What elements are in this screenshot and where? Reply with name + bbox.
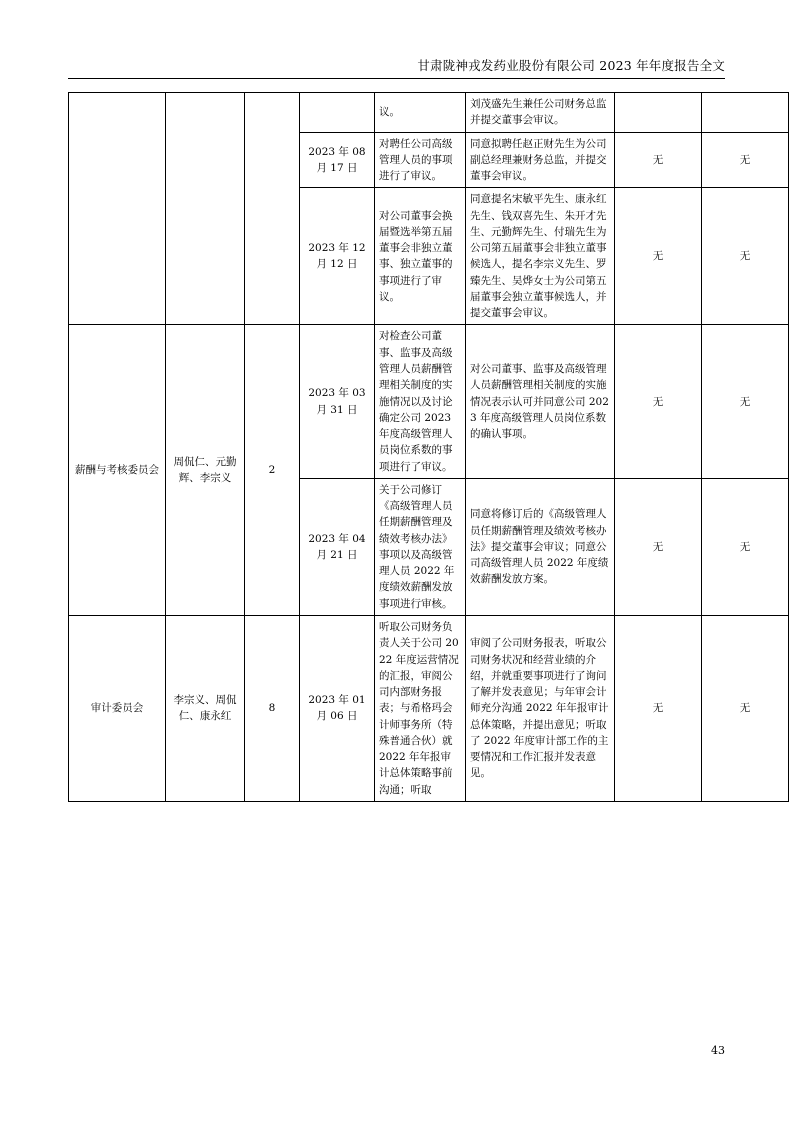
meeting-topic-cell: 对公司董事会换届暨选举第五届董事会非独立董事、独立董事的事项进行了审议。 xyxy=(375,188,466,325)
meeting-date-cell: 2023 年 03 月 31 日 xyxy=(300,325,375,478)
meeting-date-cell xyxy=(300,93,375,133)
committee-name-cell: 薪酬与考核委员会 xyxy=(69,325,166,616)
meeting-date-cell: 2023 年 01 月 06 日 xyxy=(300,615,375,801)
meeting-content-cell: 同意提名宋敏平先生、康永红先生、钱双喜先生、朱开才先生、元勤辉先生、付瑞先生为公司第五届董事会非独立董事候选人，提名李宗义先生、罗臻先生、吴烨女士为公司第五届董事会独立董事候选人，并提交董事会审议。 xyxy=(466,188,615,325)
meeting-topic-cell: 听取公司财务负责人关于公司 2022 年度运营情况的汇报，审阅公司内部财务报表；与希格玛会计师事务所（特殊普通合伙）就 2022 年年报审计总体策略事前沟通；听取 xyxy=(375,615,466,801)
meeting-content-cell: 对公司董事、监事及高级管理人员薪酬管理相关制度的实施情况表示认可并同意公司 2023 年度高级管理人员岗位系数的确认事项。 xyxy=(466,325,615,478)
header-divider xyxy=(68,78,725,79)
objection-cell: 无 xyxy=(615,132,702,188)
table-row xyxy=(69,93,789,133)
page-number: 43 xyxy=(711,1044,725,1057)
committee-meetings-table xyxy=(68,92,789,802)
meeting-content-cell: 审阅了公司财务报表，听取公司财务状况和经营业绩的介绍，并就重要事项进行了询问了解并发表意见；与年审会计师充分沟通 2022 年年报审计总体策略，并提出意见；听取了 2022 年度审计部工作的主要情况和工作汇报并发表意见。 xyxy=(466,615,615,801)
implementation-cell xyxy=(702,93,789,133)
committee-members-cell: 李宗义、周侃仁、康永红 xyxy=(166,615,245,801)
meeting-date-cell: 2023 年 08 月 17 日 xyxy=(300,132,375,188)
committee-members-cell xyxy=(166,93,245,325)
table-row xyxy=(69,615,789,801)
objection-cell xyxy=(615,93,702,133)
meeting-content-cell: 同意将修订后的《高级管理人员任期薪酬管理及绩效考核办法》提交董事会审议；同意公司高级管理人员 2022 年度绩效薪酬发放方案。 xyxy=(466,478,615,615)
implementation-cell: 无 xyxy=(702,132,789,188)
implementation-cell: 无 xyxy=(702,478,789,615)
table-row xyxy=(69,325,789,478)
objection-cell: 无 xyxy=(615,188,702,325)
meeting-count-cell: 2 xyxy=(245,325,300,616)
meeting-topic-cell: 对聘任公司高级管理人员的事项进行了审议。 xyxy=(375,132,466,188)
committee-meetings-table-wrap xyxy=(68,92,751,802)
implementation-cell: 无 xyxy=(702,325,789,478)
implementation-cell: 无 xyxy=(702,188,789,325)
meeting-date-cell: 2023 年 12 月 12 日 xyxy=(300,188,375,325)
meeting-topic-cell: 关于公司修订《高级管理人员任期薪酬管理及绩效考核办法》事项以及高级管理人员 2022 年度绩效薪酬发放事项进行审核。 xyxy=(375,478,466,615)
implementation-cell: 无 xyxy=(702,615,789,801)
objection-cell: 无 xyxy=(615,325,702,478)
meeting-date-cell: 2023 年 04 月 21 日 xyxy=(300,478,375,615)
committee-name-cell: 审计委员会 xyxy=(69,615,166,801)
meeting-content-cell: 同意拟聘任赵正财先生为公司副总经理兼财务总监，并提交董事会审议。 xyxy=(466,132,615,188)
meeting-count-cell xyxy=(245,93,300,325)
meeting-topic-cell: 对检查公司董事、监事及高级管理人员薪酬管理相关制度的实施情况以及讨论确定公司 2023 年度高级管理人员岗位系数的事项进行了审议。 xyxy=(375,325,466,478)
meeting-count-cell: 8 xyxy=(245,615,300,801)
page-header: 甘肃陇神戎发药业股份有限公司 2023 年年度报告全文 xyxy=(417,58,725,73)
meeting-content-cell: 刘茂盛先生兼任公司财务总监并提交董事会审议。 xyxy=(466,93,615,133)
committee-name-cell xyxy=(69,93,166,325)
meeting-topic-cell: 议。 xyxy=(375,93,466,133)
objection-cell: 无 xyxy=(615,615,702,801)
objection-cell: 无 xyxy=(615,478,702,615)
committee-members-cell: 周侃仁、元勤辉、李宗义 xyxy=(166,325,245,616)
